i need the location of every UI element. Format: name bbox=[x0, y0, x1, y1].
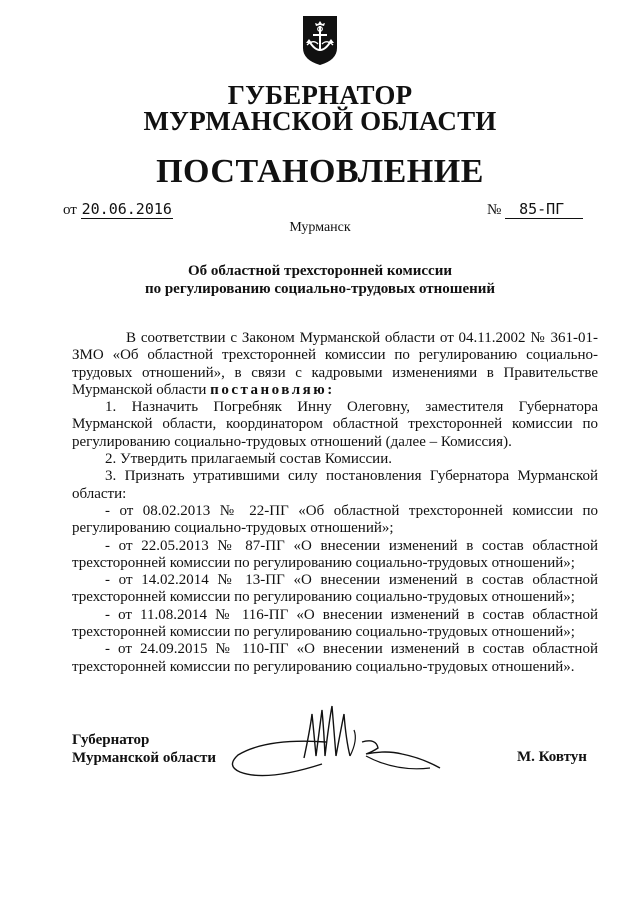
signatory-title-line1: Губернатор bbox=[72, 732, 150, 748]
city-name: Мурманск bbox=[289, 220, 351, 235]
document-subject bbox=[0, 262, 640, 298]
coat-of-arms-icon bbox=[301, 14, 339, 66]
preamble-text: В соответствии с Законом Мурманской области от 04.11.2002 № 361-01-ЗМО «Об областной трехсторонней комиссии по регулированию социально-трудовых отношений», в связи с кадровыми изменениями в Правительстве Мурманской области bbox=[72, 330, 598, 398]
repealed-item-5: - от 24.09.2015 № 110-ПГ «О внесении изменений в состав областной трехсторонней комиссии по регулированию социально-трудовых отношений». bbox=[72, 641, 598, 675]
decree-word: постановляю: bbox=[210, 381, 335, 398]
date-prefix: от bbox=[63, 202, 77, 218]
signatory-name: М. Ковтун bbox=[517, 749, 587, 765]
document-type-title: ПОСТАНОВЛЕНИЕ bbox=[156, 153, 484, 190]
number-value: 85-ПГ bbox=[505, 201, 583, 219]
number-prefix: № bbox=[487, 202, 502, 218]
item-3: 3. Признать утратившими силу постановления Губернатора Мурманской области: bbox=[72, 468, 598, 502]
preamble-paragraph bbox=[72, 330, 598, 399]
handwritten-signature bbox=[226, 700, 446, 790]
repealed-item-4: - от 11.08.2014 № 116-ПГ «О внесении изменений в состав областной трехсторонней комиссии по регулированию социально-трудовых отношений»; bbox=[72, 606, 598, 641]
document-date bbox=[63, 201, 173, 219]
signatory-title bbox=[72, 731, 216, 767]
repealed-item-2: - от 22.05.2013 № 87-ПГ «О внесении изменений в состав областной трехсторонней комиссии по регулированию социально-трудовых отношений»; bbox=[72, 537, 598, 571]
repealed-item-1: - от 08.02.2013 № 22-ПГ «Об областной трехсторонней комиссии по регулированию социально-трудовых отношений»; bbox=[72, 502, 598, 537]
item-2: 2. Утвердить прилагаемый состав Комиссии. bbox=[105, 451, 392, 468]
repealed-item-3: - от 14.02.2014 № 13-ПГ «О внесении изменений в состав областной трехсторонней комиссии по регулированию социально-трудовых отношений»; bbox=[72, 572, 598, 606]
org-name-line1: ГУБЕРНАТОР bbox=[227, 80, 413, 110]
document-number bbox=[487, 201, 583, 219]
org-name-line2: МУРМАНСКОЙ ОБЛАСТИ bbox=[143, 106, 497, 136]
document-body bbox=[72, 330, 598, 676]
item-1: 1. Назначить Погребняк Инну Олеговну, заместителя Губернатора Мурманской области, координатором областной трехсторонней комиссии по регулированию социально-трудовых отношений (далее – Комиссия). bbox=[72, 399, 598, 450]
date-value: 20.06.2016 bbox=[81, 200, 172, 218]
subject-line2: по регулированию социально-трудовых отношений bbox=[144, 281, 496, 297]
signatory-title-line2: Мурманской области bbox=[72, 750, 217, 766]
subject-line1: Об областной трехсторонней комиссии bbox=[188, 263, 452, 279]
